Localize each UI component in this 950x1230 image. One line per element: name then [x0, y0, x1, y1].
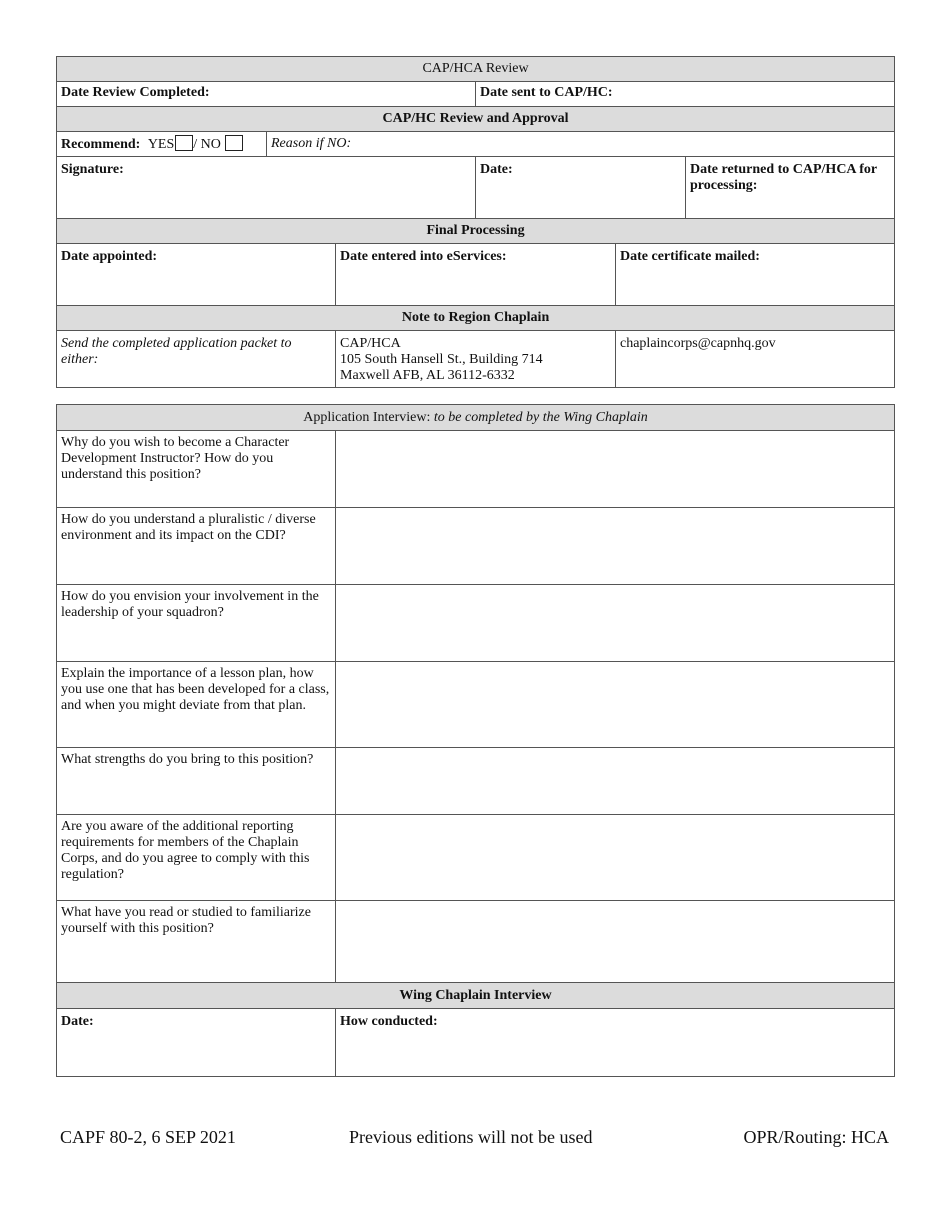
yes-label: YES [147, 137, 175, 152]
question-5: What strengths do you bring to this position? [57, 748, 336, 815]
note-header: Note to Region Chaplain [57, 306, 895, 331]
date-review-completed-field[interactable]: Date Review Completed: [57, 82, 476, 107]
wing-chaplain-header: Wing Chaplain Interview [57, 983, 895, 1009]
question-1: Why do you wish to become a Character Development Instructor? How do you understand this position? [57, 431, 336, 508]
approval-header: CAP/HC Review and Approval [57, 107, 895, 132]
address-line-2: 105 South Hansell St., Building 714 [340, 352, 543, 367]
date-sent-field[interactable]: Date sent to CAP/HC: [476, 82, 895, 107]
answer-6-field[interactable] [336, 815, 895, 901]
date-mailed-field[interactable]: Date certificate mailed: [616, 244, 895, 306]
form-id: CAPF 80-2, 6 SEP 2021 [60, 1127, 236, 1147]
recommend-label: Recommend: [61, 137, 141, 152]
no-checkbox[interactable] [225, 135, 243, 151]
address-line-3: Maxwell AFB, AL 36112-6332 [340, 368, 515, 383]
question-6: Are you aware of the additional reporting requirements for members of the Chaplain Corps, and do you agree to comply with this regulation? [57, 815, 336, 901]
date-field[interactable]: Date: [476, 157, 686, 219]
recommend-row [57, 132, 267, 157]
interview-date-field[interactable]: Date: [57, 1009, 336, 1077]
date-entered-field[interactable]: Date entered into eServices: [336, 244, 616, 306]
mailing-address [336, 331, 616, 388]
interview-title [57, 405, 895, 431]
reason-if-no-field[interactable]: Reason if NO: [267, 132, 895, 157]
question-3: How do you envision your involvement in the leadership of your squadron? [57, 585, 336, 662]
answer-5-field[interactable] [336, 748, 895, 815]
email-address: chaplaincorps@capnhq.gov [616, 331, 895, 388]
answer-3-field[interactable] [336, 585, 895, 662]
question-2: How do you understand a pluralistic / diverse environment and its impact on the CDI? [57, 508, 336, 585]
interview-table [56, 404, 895, 1077]
answer-7-field[interactable] [336, 901, 895, 983]
interview-title-note: to be completed by the Wing Chaplain [433, 409, 648, 425]
date-returned-field[interactable]: Date returned to CAP/HCA for processing: [686, 157, 895, 219]
date-appointed-field[interactable]: Date appointed: [57, 244, 336, 306]
signature-field[interactable]: Signature: [57, 157, 476, 219]
editions-notice: Previous editions will not be used [349, 1127, 593, 1147]
send-instructions: Send the completed application packet to either: [57, 331, 336, 388]
cap-hca-review-table [56, 56, 895, 388]
no-label: / NO [193, 137, 221, 152]
answer-2-field[interactable] [336, 508, 895, 585]
review-title: CAP/HCA Review [57, 57, 895, 82]
interview-title-prefix: Application Interview: [303, 409, 434, 425]
question-7: What have you read or studied to familiarize yourself with this position? [57, 901, 336, 983]
answer-1-field[interactable] [336, 431, 895, 508]
how-conducted-field[interactable]: How conducted: [336, 1009, 895, 1077]
routing: OPR/Routing: HCA [743, 1127, 889, 1147]
yes-checkbox[interactable] [175, 135, 193, 151]
address-line-1: CAP/HCA [340, 336, 401, 351]
question-4: Explain the importance of a lesson plan, how you use one that has been developed for a class, and when you might deviate from that plan. [57, 662, 336, 748]
final-processing-header: Final Processing [57, 219, 895, 244]
answer-4-field[interactable] [336, 662, 895, 748]
